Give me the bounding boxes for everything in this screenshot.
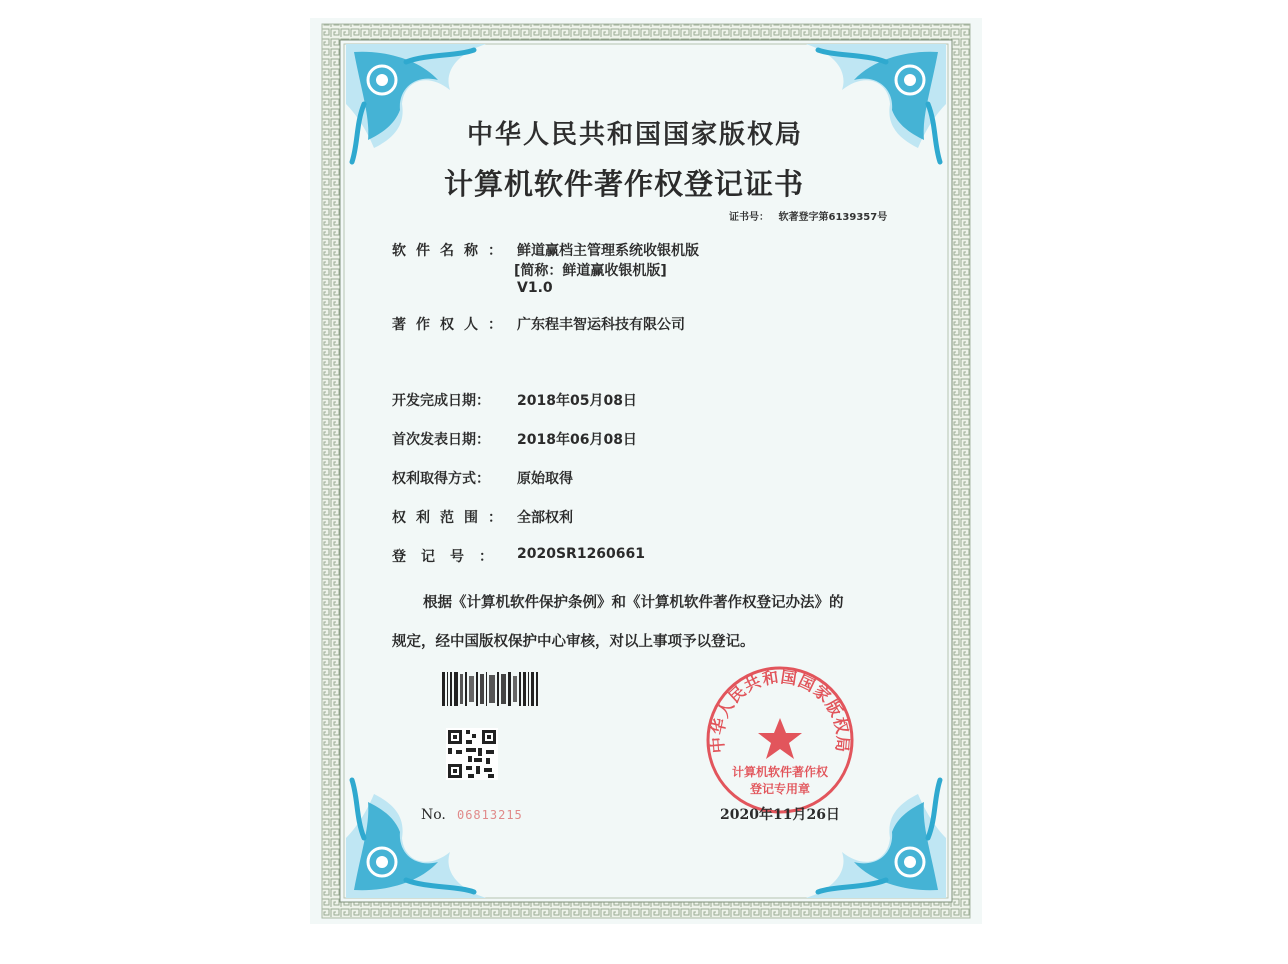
qr-code <box>446 728 498 780</box>
certificate-title: 计算机软件著作权登记证书 <box>444 167 805 201</box>
issue-date: 2020年11月26日 <box>720 807 840 823</box>
dev-date-value: 2018年05月08日 <box>517 393 637 409</box>
barcode <box>442 672 538 706</box>
cert-number-label: 证书号： <box>729 212 769 223</box>
seal-arc-text: 中华人民共和国国家版权局 <box>707 667 853 754</box>
seal-line-1: 计算机软件著作权 <box>731 765 828 779</box>
pub-date-value: 2018年06月08日 <box>517 432 637 448</box>
statement-line-2: 规定，经中国版权保护中心审核，对以上事项予以登记。 <box>392 634 755 650</box>
seal-inner-text <box>710 764 850 798</box>
reg-no-label: 登记号： <box>392 549 508 565</box>
pub-date-label: 首次发表日期： <box>392 432 490 448</box>
owner-value: 广东程丰智运科技有限公司 <box>517 317 685 333</box>
acquire-value: 原始取得 <box>517 471 573 487</box>
scope-value: 全部权利 <box>517 510 573 526</box>
reg-no-value: 2020SR1260661 <box>517 546 646 562</box>
dev-date-label: 开发完成日期： <box>392 393 490 409</box>
statement-line-1: 根据《计算机软件保护条例》和《计算机软件著作权登记办法》的 <box>423 595 844 611</box>
cert-number <box>729 208 887 223</box>
scope-label: 权利范围： <box>392 510 512 526</box>
seal-line-2: 登记专用章 <box>749 782 810 796</box>
authority-name: 中华人民共和国国家版权局 <box>467 120 804 150</box>
acquire-label: 权利取得方式： <box>392 471 490 487</box>
software-short-name: [简称：鲜道赢收银机版] <box>514 263 667 279</box>
owner-label: 著作权人： <box>392 317 512 333</box>
software-name-value: 鲜道赢档主管理系统收银机版 <box>517 243 699 259</box>
cert-number-value: 软著登字第6139357号 <box>778 212 888 223</box>
serial-label: No. <box>421 807 446 823</box>
serial-value: 06813215 <box>456 808 523 822</box>
software-name-label: 软件名称： <box>392 243 512 259</box>
serial-number <box>421 804 523 823</box>
software-version: V1.0 <box>517 280 553 296</box>
certificate <box>310 18 982 924</box>
